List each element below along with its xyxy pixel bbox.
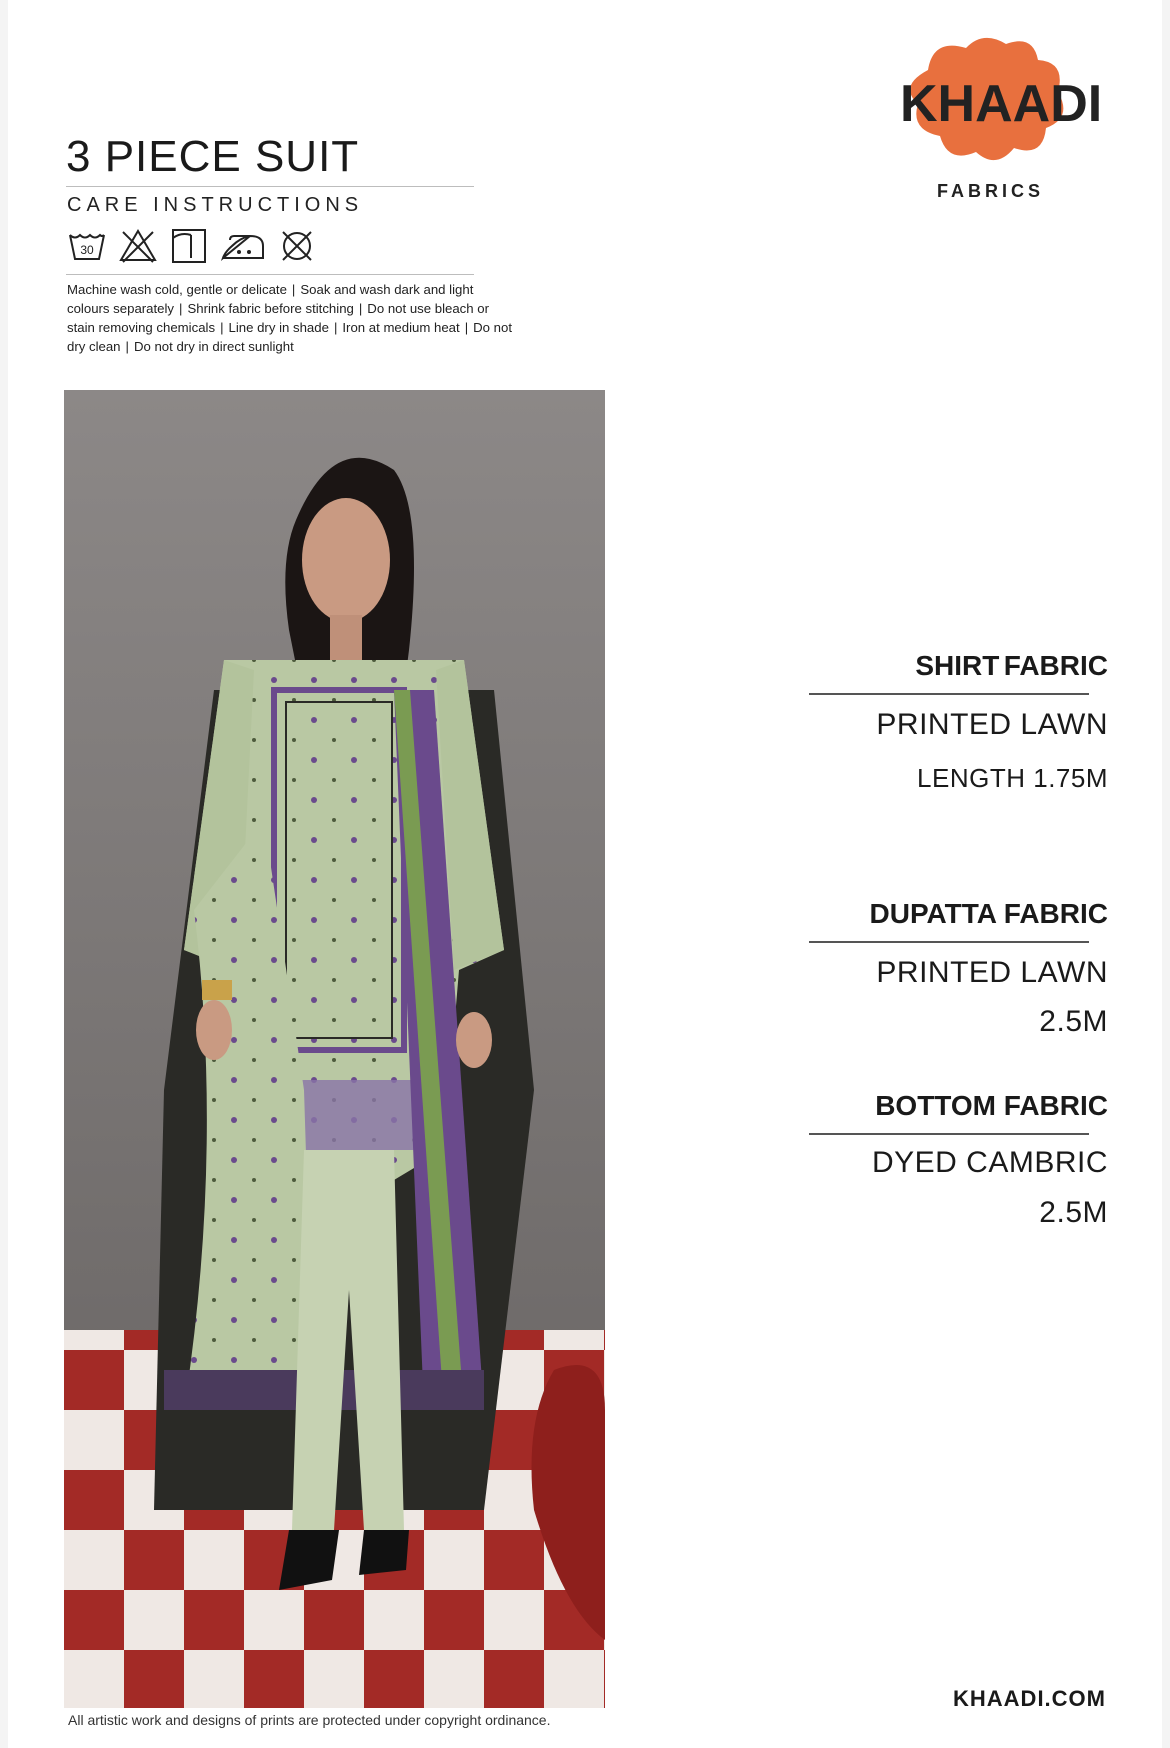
iron-medium-icon (220, 226, 266, 266)
no-bleach-icon (118, 226, 158, 266)
shirt-fabric-label: FABRIC (1003, 650, 1108, 681)
care-item: Line dry in shade (228, 320, 329, 335)
shirt-label: SHIRT (915, 650, 1000, 681)
model-illustration (64, 390, 605, 1708)
no-dry-clean-icon (277, 226, 317, 266)
dupatta-fabric-heading (870, 898, 1109, 930)
bottom-fabric-type: DYED CAMBRIC (871, 1146, 1108, 1179)
care-item: Shrink fabric before stitching (187, 301, 354, 316)
shirt-divider (809, 693, 1089, 695)
shirt-fabric-heading (915, 650, 1108, 682)
care-icons-row (67, 226, 317, 266)
bottom-length: 2.5M (1039, 1196, 1108, 1229)
shirt-length: LENGTH 1.75M (917, 763, 1108, 793)
wash-temp-label: 30 (80, 243, 94, 257)
shirt-fabric-type: PRINTED LAWN (876, 708, 1108, 741)
bottom-divider (809, 1133, 1089, 1135)
website-link[interactable]: KHAADI.COM (953, 1686, 1106, 1711)
product-sheet (8, 0, 1162, 1748)
bottom-fabric-heading (875, 1090, 1108, 1122)
model-photo (64, 390, 605, 1708)
care-item: Do not dry in direct sunlight (133, 339, 294, 354)
care-instructions-text: Machine wash cold, gentle or delicate | Soak and wash dark and light colours separately | Shrink fabric before stitching | Do not use bleach or stain removing chemicals | Line dry in shade | Iron at medium heat | Do not dry clean | Do not dry in direct sunlight (67, 282, 512, 354)
brand-logo (888, 30, 1118, 170)
care-item: Do not use bleach or stain removing chemicals (67, 301, 489, 335)
title-divider (66, 186, 474, 187)
line-dry-icon (169, 226, 209, 266)
copyright-notice: All artistic work and designs of prints are protected under copyright ordinance. (68, 1712, 551, 1728)
dupatta-length: 2.5M (1039, 1005, 1108, 1038)
care-item: Soak and wash dark and light colours separately (67, 282, 474, 316)
brand-name: KHAADI (900, 75, 1103, 133)
brand-subtitle: FABRICS (937, 181, 1045, 201)
dupatta-heading: DUPATTA FABRIC (869, 898, 1108, 929)
care-item: Do not dry clean (67, 320, 512, 354)
dupatta-fabric-type: PRINTED LAWN (876, 956, 1108, 989)
dupatta-divider (809, 941, 1089, 943)
care-item: Iron at medium heat (342, 320, 460, 335)
care-item: Machine wash cold, gentle or delicate (67, 282, 287, 297)
page-title: 3 PIECE SUIT (66, 132, 360, 181)
care-divider (66, 274, 474, 275)
bottom-heading: BOTTOM FABRIC (875, 1090, 1108, 1121)
wash-30-icon (67, 226, 107, 266)
care-instructions-heading: CARE INSTRUCTIONS (67, 194, 364, 216)
